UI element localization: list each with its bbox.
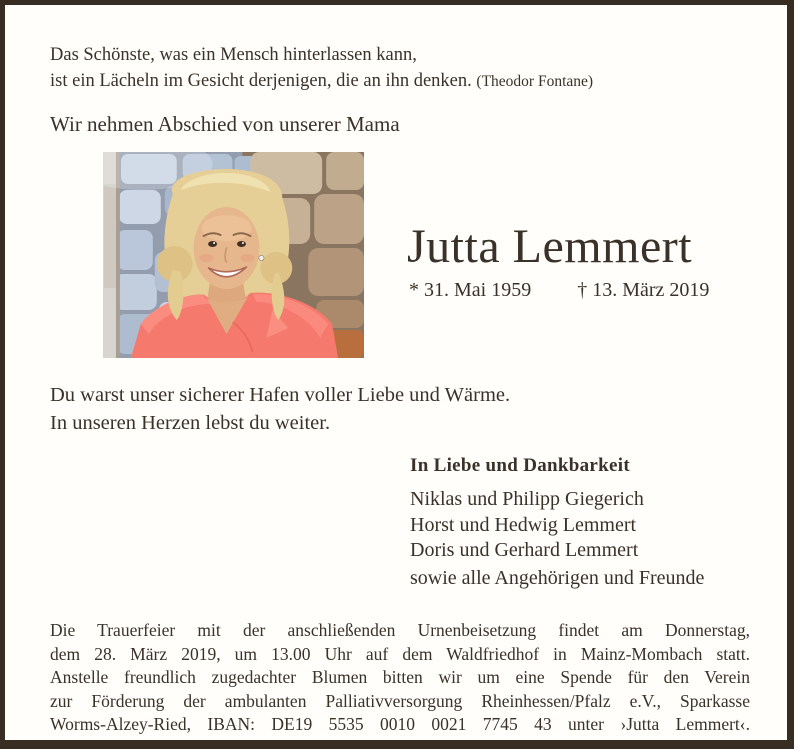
funeral-notice — [50, 619, 750, 737]
mourners-list — [410, 487, 644, 564]
funeral-notice-line: dem 28. März 2019, um 13.00 Uhr auf dem Waldfriedhof in Mainz-Mombach statt. — [50, 643, 750, 664]
mourner-entry: Doris und Gerhard Lemmert — [410, 539, 639, 561]
funeral-notice-line: Worms-Alzey-Ried, IBAN: DE19 5535 0010 0021 7745 43 unter ›Jutta Lemmert‹. — [50, 714, 750, 734]
quote-attribution: (Theodor Fontane) — [476, 73, 594, 90]
life-dates — [409, 279, 709, 302]
birth-date: * 31. Mai 1959 — [409, 279, 532, 301]
mourner-entry: Horst und Hedwig Lemmert — [410, 513, 637, 536]
funeral-notice-line: Die Trauerfeier mit der anschließenden Urnenbeisetzung findet am Donnerstag, — [50, 620, 750, 640]
condolence-heading: In Liebe und Dankbarkeit — [410, 455, 630, 476]
portrait-photo-illustration — [103, 152, 364, 358]
memorial-quote-line1: Das Schönste, was ein Mensch hinterlassen kann, — [50, 45, 417, 65]
mourner-entry: Niklas und Philipp Giegerich — [410, 488, 644, 510]
portrait-photo — [103, 152, 364, 358]
memorial-quote-line2: ist ein Lächeln im Gesicht derjenigen, die an ihn denken. (Theodor Fontane) — [50, 71, 594, 91]
mourners-closing: sowie alle Angehörigen und Freunde — [410, 567, 705, 589]
death-date: † 13. März 2019 — [577, 279, 710, 301]
tribute-line1: Du warst unser sicherer Hafen voller Liebe und Wärme. — [50, 384, 511, 406]
funeral-notice-line: zur Förderung der ambulanten Palliativversorgung Rheinhessen/Pfalz e.V., Sparkasse — [50, 690, 750, 711]
farewell-line: Wir nehmen Abschied von unserer Mama — [50, 112, 400, 136]
tribute-text — [50, 382, 510, 437]
funeral-notice-line: Anstelle freundlich zugedachter Blumen bitten wir um eine Spende für den Verein — [50, 667, 750, 687]
deceased-name: Jutta Lemmert — [407, 220, 693, 273]
memorial-quote — [50, 42, 593, 95]
tribute-line2: In unseren Herzen lebst du weiter. — [50, 411, 331, 434]
